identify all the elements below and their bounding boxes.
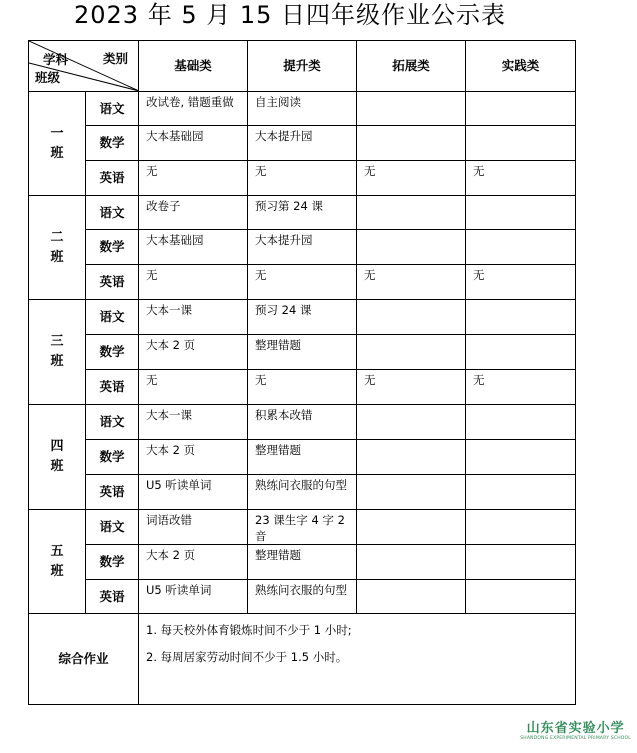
homework-cell: 预习 24 课 bbox=[248, 300, 357, 335]
homework-cell bbox=[466, 126, 576, 161]
homework-cell: 大本 2 页 bbox=[139, 440, 248, 475]
homework-cell: 大本基础园 bbox=[139, 126, 248, 161]
table-row bbox=[29, 335, 576, 370]
class-name-cell bbox=[29, 405, 86, 510]
homework-cell: 积累本改错 bbox=[248, 405, 357, 440]
homework-cell: 预习第 24 课 bbox=[248, 196, 357, 230]
table-row bbox=[29, 580, 576, 614]
homework-cell: 大本提升园 bbox=[248, 230, 357, 265]
class-name: 五 班 bbox=[50, 543, 64, 579]
class-name-cell bbox=[29, 196, 86, 300]
table-row bbox=[29, 300, 576, 335]
homework-cell bbox=[357, 475, 466, 510]
subject-cell: 数学 bbox=[86, 440, 139, 475]
homework-cell bbox=[466, 440, 576, 475]
subject-cell: 数学 bbox=[86, 545, 139, 580]
table-row bbox=[29, 265, 576, 300]
school-logo-cn: 山东省实验小学 bbox=[526, 721, 625, 736]
homework-cell: 无 bbox=[466, 265, 576, 300]
homework-cell: 无 bbox=[248, 265, 357, 300]
homework-cell: 23 课生字 4 字 2 音 bbox=[248, 510, 357, 545]
homework-cell: 无 bbox=[357, 161, 466, 196]
general-homework-item: 2. 每周居家劳动时间不少于 1.5 小时。 bbox=[146, 650, 348, 664]
homework-cell: 整理错题 bbox=[248, 335, 357, 370]
homework-cell bbox=[466, 230, 576, 265]
homework-cell: 词语改错 bbox=[139, 510, 248, 545]
homework-cell bbox=[357, 300, 466, 335]
column-header: 基础类 bbox=[139, 41, 248, 92]
homework-cell bbox=[357, 196, 466, 230]
homework-cell bbox=[466, 405, 576, 440]
homework-cell: 无 bbox=[466, 370, 576, 405]
general-homework-item: 1. 每天校外体育锻炼时间不少于 1 小时; bbox=[146, 623, 352, 637]
homework-cell bbox=[357, 580, 466, 614]
homework-cell bbox=[357, 126, 466, 161]
corner-subject-label: 学科 bbox=[43, 52, 69, 67]
homework-cell bbox=[357, 335, 466, 370]
corner-category-label: 类别 bbox=[102, 51, 128, 66]
corner-class-label: 班级 bbox=[35, 70, 61, 85]
general-homework-notes bbox=[139, 614, 576, 705]
subject-cell: 语文 bbox=[86, 510, 139, 545]
homework-cell: 整理错题 bbox=[248, 545, 357, 580]
table-row bbox=[29, 405, 576, 440]
subject-cell: 数学 bbox=[86, 335, 139, 370]
homework-cell bbox=[466, 580, 576, 614]
general-homework-label: 综合作业 bbox=[29, 614, 139, 705]
page-title: 2023 年 5 月 15 日四年级作业公示表 bbox=[73, 1, 507, 29]
table-row bbox=[29, 510, 576, 545]
homework-cell: 无 bbox=[466, 161, 576, 196]
homework-cell bbox=[357, 440, 466, 475]
class-name-cell bbox=[29, 510, 86, 614]
class-name: 三 班 bbox=[50, 334, 64, 369]
header-corner-cell bbox=[29, 41, 139, 92]
school-logo bbox=[520, 717, 631, 741]
homework-cell: 改试卷, 错题重做 bbox=[139, 92, 248, 126]
homework-cell: 无 bbox=[139, 265, 248, 300]
table-row bbox=[29, 196, 576, 230]
table-row bbox=[29, 161, 576, 196]
general-homework-row bbox=[29, 614, 576, 705]
table-row bbox=[29, 440, 576, 475]
subject-cell: 语文 bbox=[86, 196, 139, 230]
homework-cell bbox=[466, 92, 576, 126]
homework-cell bbox=[357, 230, 466, 265]
homework-cell bbox=[357, 545, 466, 580]
subject-cell: 数学 bbox=[86, 126, 139, 161]
homework-table bbox=[28, 40, 576, 705]
homework-cell bbox=[357, 405, 466, 440]
class-name-cell bbox=[29, 300, 86, 405]
homework-cell: 改卷子 bbox=[139, 196, 248, 230]
homework-cell: 无 bbox=[357, 370, 466, 405]
subject-cell: 英语 bbox=[86, 265, 139, 300]
homework-cell: 大本基础园 bbox=[139, 230, 248, 265]
table-row bbox=[29, 230, 576, 265]
table-row bbox=[29, 370, 576, 405]
homework-cell: 无 bbox=[139, 370, 248, 405]
homework-cell: 无 bbox=[248, 370, 357, 405]
table-row bbox=[29, 92, 576, 126]
subject-cell: 数学 bbox=[86, 230, 139, 265]
homework-cell bbox=[466, 335, 576, 370]
homework-cell: 大本提升园 bbox=[248, 126, 357, 161]
subject-cell: 语文 bbox=[86, 92, 139, 126]
homework-cell: U5 听读单词 bbox=[139, 475, 248, 510]
school-logo-en: SHANDONG EXPERIMENTAL PRIMARY SCHOOL bbox=[520, 736, 631, 741]
table-row bbox=[29, 475, 576, 510]
homework-cell: 大本 2 页 bbox=[139, 545, 248, 580]
homework-cell: 整理错题 bbox=[248, 440, 357, 475]
homework-cell bbox=[466, 545, 576, 580]
column-header: 实践类 bbox=[466, 41, 576, 92]
homework-cell: 无 bbox=[248, 161, 357, 196]
homework-cell bbox=[466, 510, 576, 545]
subject-cell: 英语 bbox=[86, 161, 139, 196]
table-row bbox=[29, 126, 576, 161]
class-name-cell bbox=[29, 92, 86, 196]
subject-cell: 英语 bbox=[86, 475, 139, 510]
homework-cell: 熟练问衣服的句型 bbox=[248, 580, 357, 614]
homework-cell bbox=[466, 475, 576, 510]
column-header: 拓展类 bbox=[357, 41, 466, 92]
table-row bbox=[29, 545, 576, 580]
homework-cell: 大本一课 bbox=[139, 405, 248, 440]
homework-cell: U5 听读单词 bbox=[139, 580, 248, 614]
subject-cell: 语文 bbox=[86, 405, 139, 440]
homework-cell: 大本 2 页 bbox=[139, 335, 248, 370]
homework-cell: 熟练问衣服的句型 bbox=[248, 475, 357, 510]
subject-cell: 英语 bbox=[86, 580, 139, 614]
class-name: 四 班 bbox=[50, 439, 64, 474]
column-header: 提升类 bbox=[248, 41, 357, 92]
homework-cell bbox=[357, 92, 466, 126]
subject-cell: 英语 bbox=[86, 370, 139, 405]
homework-cell bbox=[466, 300, 576, 335]
homework-cell: 无 bbox=[357, 265, 466, 300]
homework-cell: 自主阅读 bbox=[248, 92, 357, 126]
class-name: 二 班 bbox=[50, 229, 64, 265]
homework-cell bbox=[357, 510, 466, 545]
class-name: 一 班 bbox=[50, 125, 64, 161]
homework-cell: 无 bbox=[139, 161, 248, 196]
subject-cell: 语文 bbox=[86, 300, 139, 335]
homework-cell: 大本一课 bbox=[139, 300, 248, 335]
homework-cell bbox=[466, 196, 576, 230]
